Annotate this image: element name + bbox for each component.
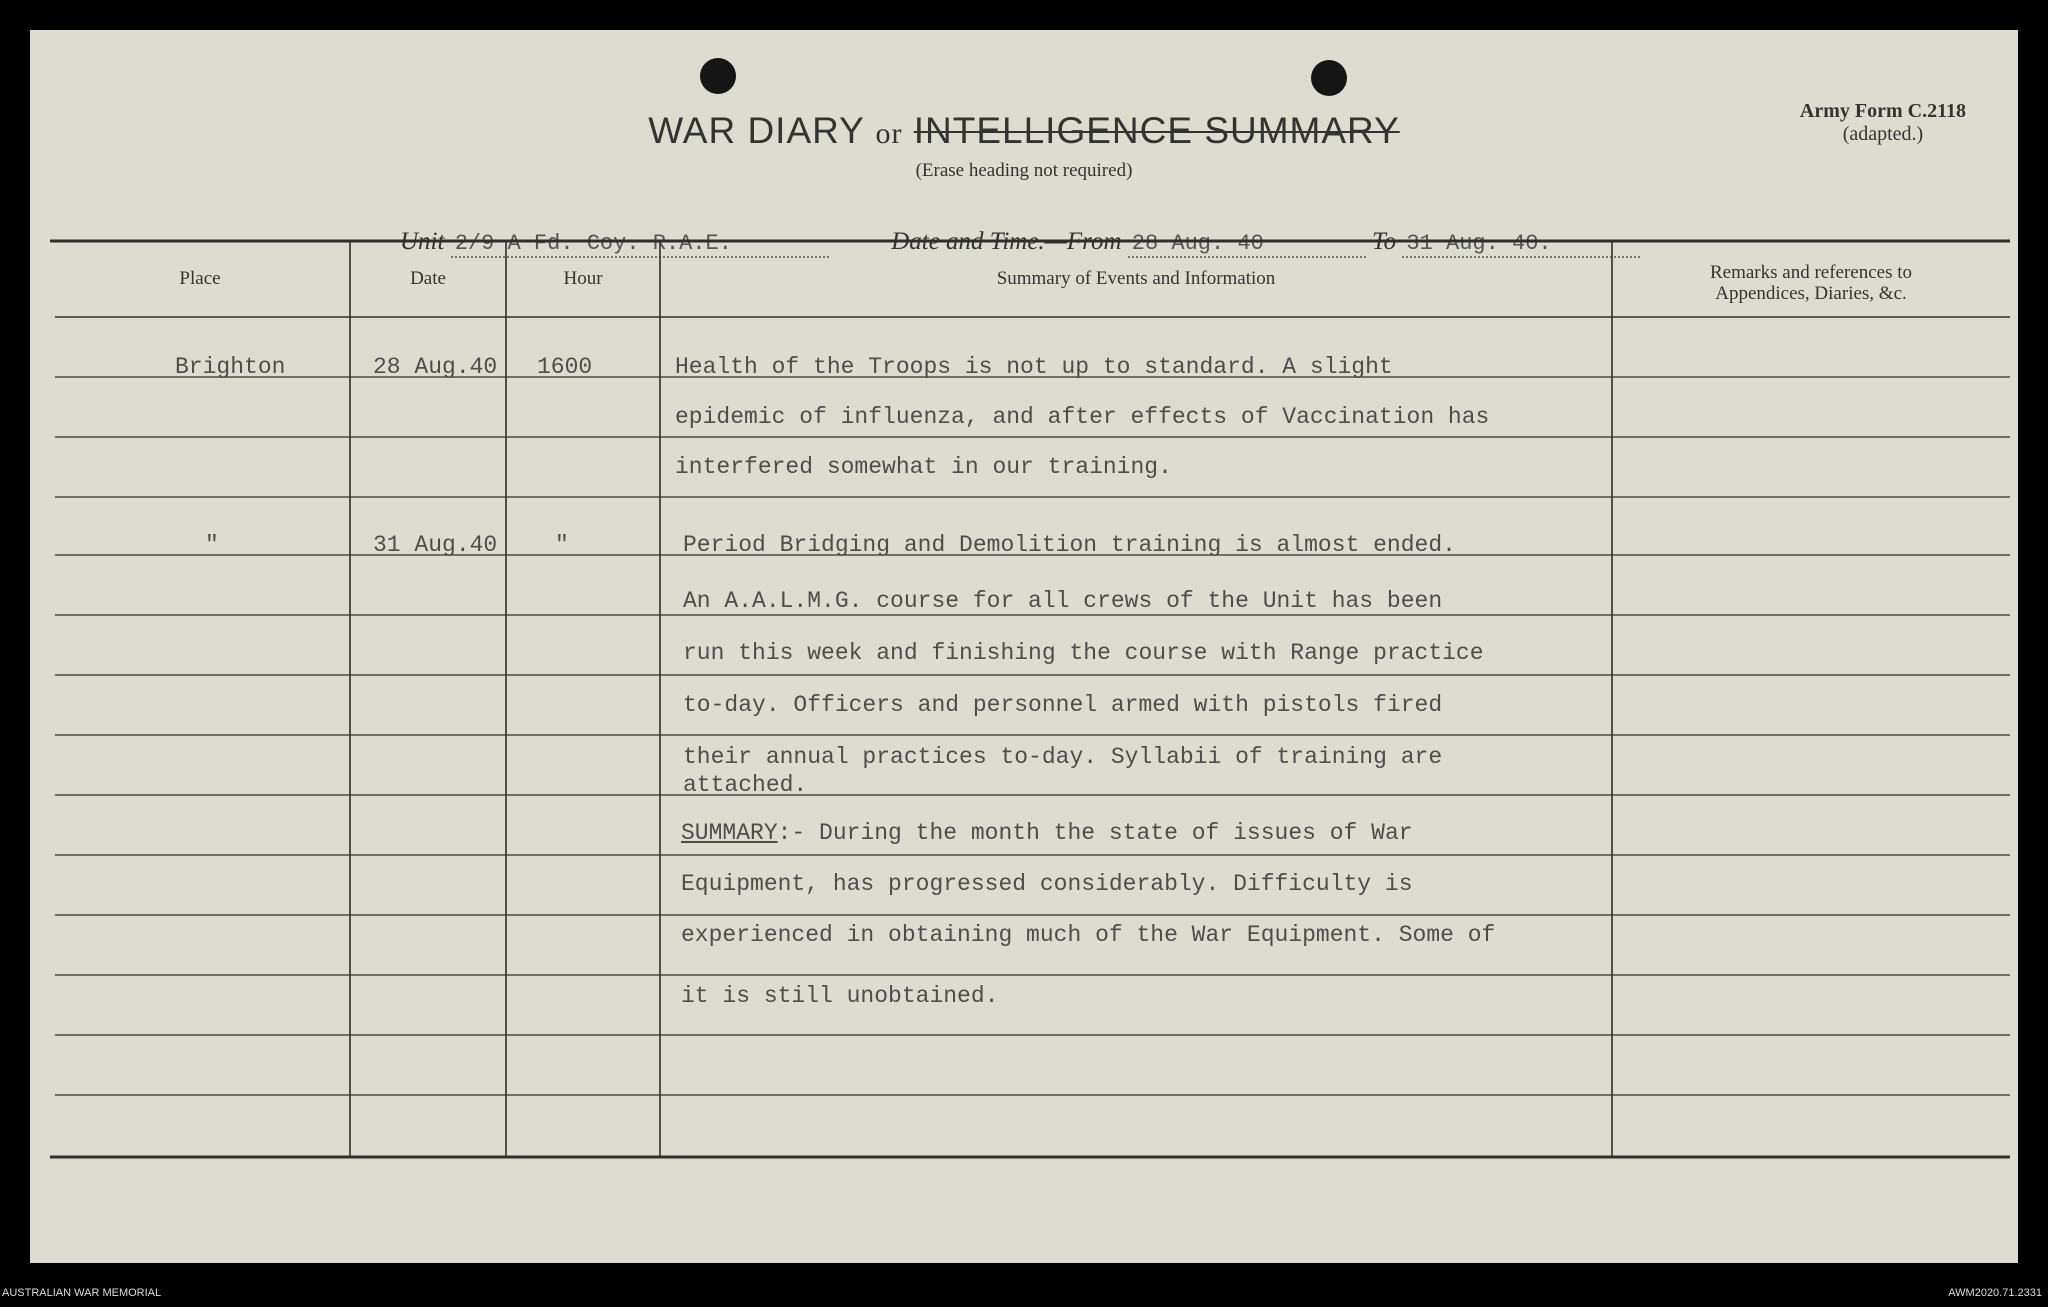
remarks-header-line1: Remarks and references to: [1709, 262, 1913, 283]
summary-line-1: [681, 820, 1413, 846]
summary-line-4: it is still unobtained.: [681, 983, 999, 1009]
entry-2-line-2: An A.A.L.M.G. course for all crews of the Unit has been: [683, 588, 1443, 614]
remarks-header-line2: Appendices, Diaries, &c.: [1715, 283, 1907, 304]
column-header-remarks: [1612, 262, 2010, 304]
to-date-value: 31 Aug. 40.: [1402, 231, 1640, 258]
title-war-diary: WAR DIARY: [648, 110, 865, 151]
title-intelligence-summary: INTELLIGENCE SUMMARY: [913, 110, 1400, 151]
entry-1-hour: 1600: [537, 354, 593, 380]
entry-1-line-1: Health of the Troops is not up to standard. A slight: [675, 354, 1393, 380]
entry-2-hour: ": [555, 532, 569, 558]
column-header-date: Date: [410, 268, 446, 289]
erase-note: (Erase heading not required): [915, 160, 1133, 181]
entry-2-line-5: their annual practices to-day. Syllabii of training are: [683, 744, 1443, 770]
diary-sheet: [30, 30, 2018, 1263]
entry-2-date: 31 Aug.40: [373, 532, 498, 558]
date-time-label: Date and Time.—From: [891, 228, 1122, 255]
column-header-place: Place: [179, 268, 221, 289]
entry-2-line-4: to-day. Officers and personnel armed with pistols fired: [683, 692, 1443, 718]
column-header-summary: Summary of Events and Information: [996, 268, 1276, 289]
entry-1-line-2: epidemic of influenza, and after effects of Vaccination has: [675, 404, 1490, 430]
summary-label: SUMMARY: [681, 820, 778, 846]
from-date-value: 28 Aug. 40: [1128, 231, 1366, 258]
entry-2-line-3: run this week and finishing the course with Range practice: [683, 640, 1484, 666]
unit-label: Unit: [400, 228, 445, 255]
army-form-adapted: (adapted.): [1842, 123, 1924, 145]
entry-2-line-1: Period Bridging and Demolition training is almost ended.: [683, 532, 1456, 558]
unit-value: 2/9 A Fd. Coy. R.A.E.: [451, 231, 829, 258]
entry-2-line-6: attached.: [683, 772, 808, 798]
footer-institution: AUSTRALIAN WAR MEMORIAL: [2, 1287, 162, 1299]
to-label: To: [1372, 228, 1397, 255]
summary-line-2: Equipment, has progressed considerably. Difficulty is: [681, 871, 1413, 897]
column-header-hour: Hour: [563, 268, 603, 289]
title-or: or: [875, 117, 903, 150]
entry-2-place: ": [205, 532, 219, 558]
summary-text-1: During the month the state of issues of War: [819, 820, 1413, 846]
summary-line-3: experienced in obtaining much of the War Equipment. Some of: [681, 922, 1496, 948]
entry-1-line-3: interfered somewhat in our training.: [675, 454, 1172, 480]
army-form-number: Army Form C.2118: [1799, 100, 1966, 122]
entry-1-date: 28 Aug.40: [373, 354, 498, 380]
footer-accession-number: AWM2020.71.2331: [1948, 1287, 2042, 1299]
summary-label-suffix: :-: [777, 820, 806, 846]
entry-1-place: Brighton: [175, 354, 286, 380]
